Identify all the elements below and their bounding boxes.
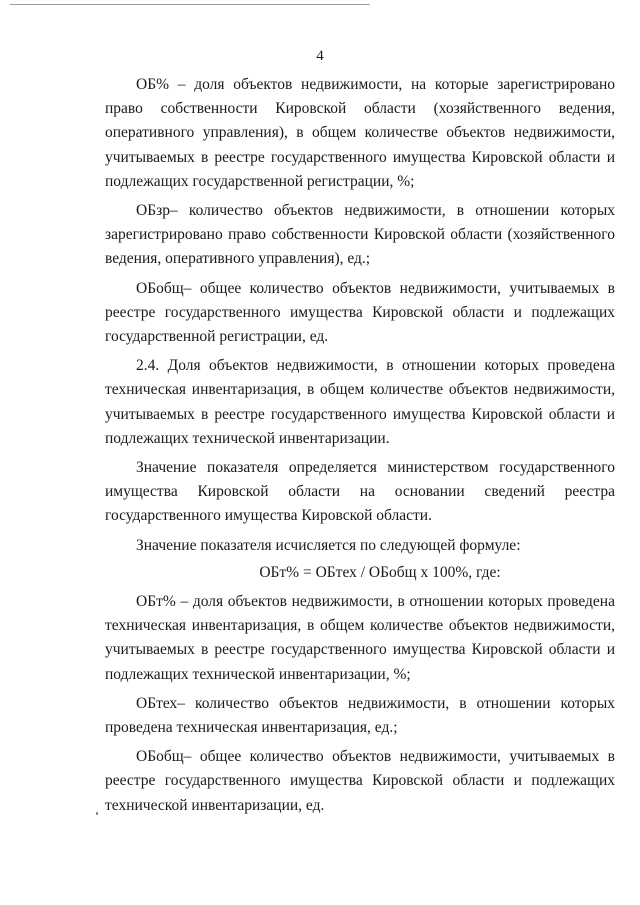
scan-top-edge-rule	[10, 4, 370, 5]
paragraph-section-2-4-heading: 2.4. Доля объектов недвижимости, в отношении которых проведена техническая инвентаризация, в общем количестве объектов недвижимости, учитываемых в реестре государственного имущества Кировской области и подлежащих технической инвентаризации.	[105, 357, 615, 447]
paragraph-obobshch-inventory-definition: ОБобщ– общее количество объектов недвижимости, учитываемых в реестре государственного имущества Кировской области и подлежащих технической инвентаризации, ед.	[105, 748, 615, 814]
paragraph-obtekh-definition: ОБтех– количество объектов недвижимости, в отношении которых проведена техническая инвентаризация, ед.;	[105, 694, 615, 737]
document-body	[105, 73, 615, 818]
paragraph-obt-percent-definition: ОБт% – доля объектов недвижимости, в отношении которых проведена техническая инвентаризация, в общем количестве объектов недвижимости, учитываемых в реестре государственного имущества Кировской области и подлежащих технической инвентаризации, %;	[105, 593, 615, 683]
paragraph-obobshch-registration-definition: ОБобщ– общее количество объектов недвижимости, учитываемых в реестре государственного имущества Кировской области и подлежащих государственной регистрации, ед.	[105, 279, 615, 346]
paragraph-formula-intro: Значение показателя исчисляется по следующей формуле:	[136, 536, 521, 554]
paragraph-ob-percent-definition: ОБ% – доля объектов недвижимости, на которые зарегистрировано право собственности Кировской области (хозяйственного ведения, оперативного управления), в общем количестве объектов недвижимости, учитываемых в реестре государственного имущества Кировской области и подлежащих государственной регистрации, %;	[105, 76, 615, 190]
formula-line: ОБт% = ОБтех / ОБобщ х 100%, где:	[259, 563, 501, 581]
paragraph-indicator-source: Значение показателя определяется министерством государственного имущества Кировской области на основании сведений реестра государственного имущества Кировской области.	[105, 459, 615, 525]
scan-speck	[96, 812, 98, 815]
page-number: 4	[316, 48, 324, 64]
paragraph-obzr-definition: ОБзр– количество объектов недвижимости, в отношении которых зарегистрировано право собственности Кировской области (хозяйственного ведения, оперативного управления), ед.;	[105, 202, 615, 268]
